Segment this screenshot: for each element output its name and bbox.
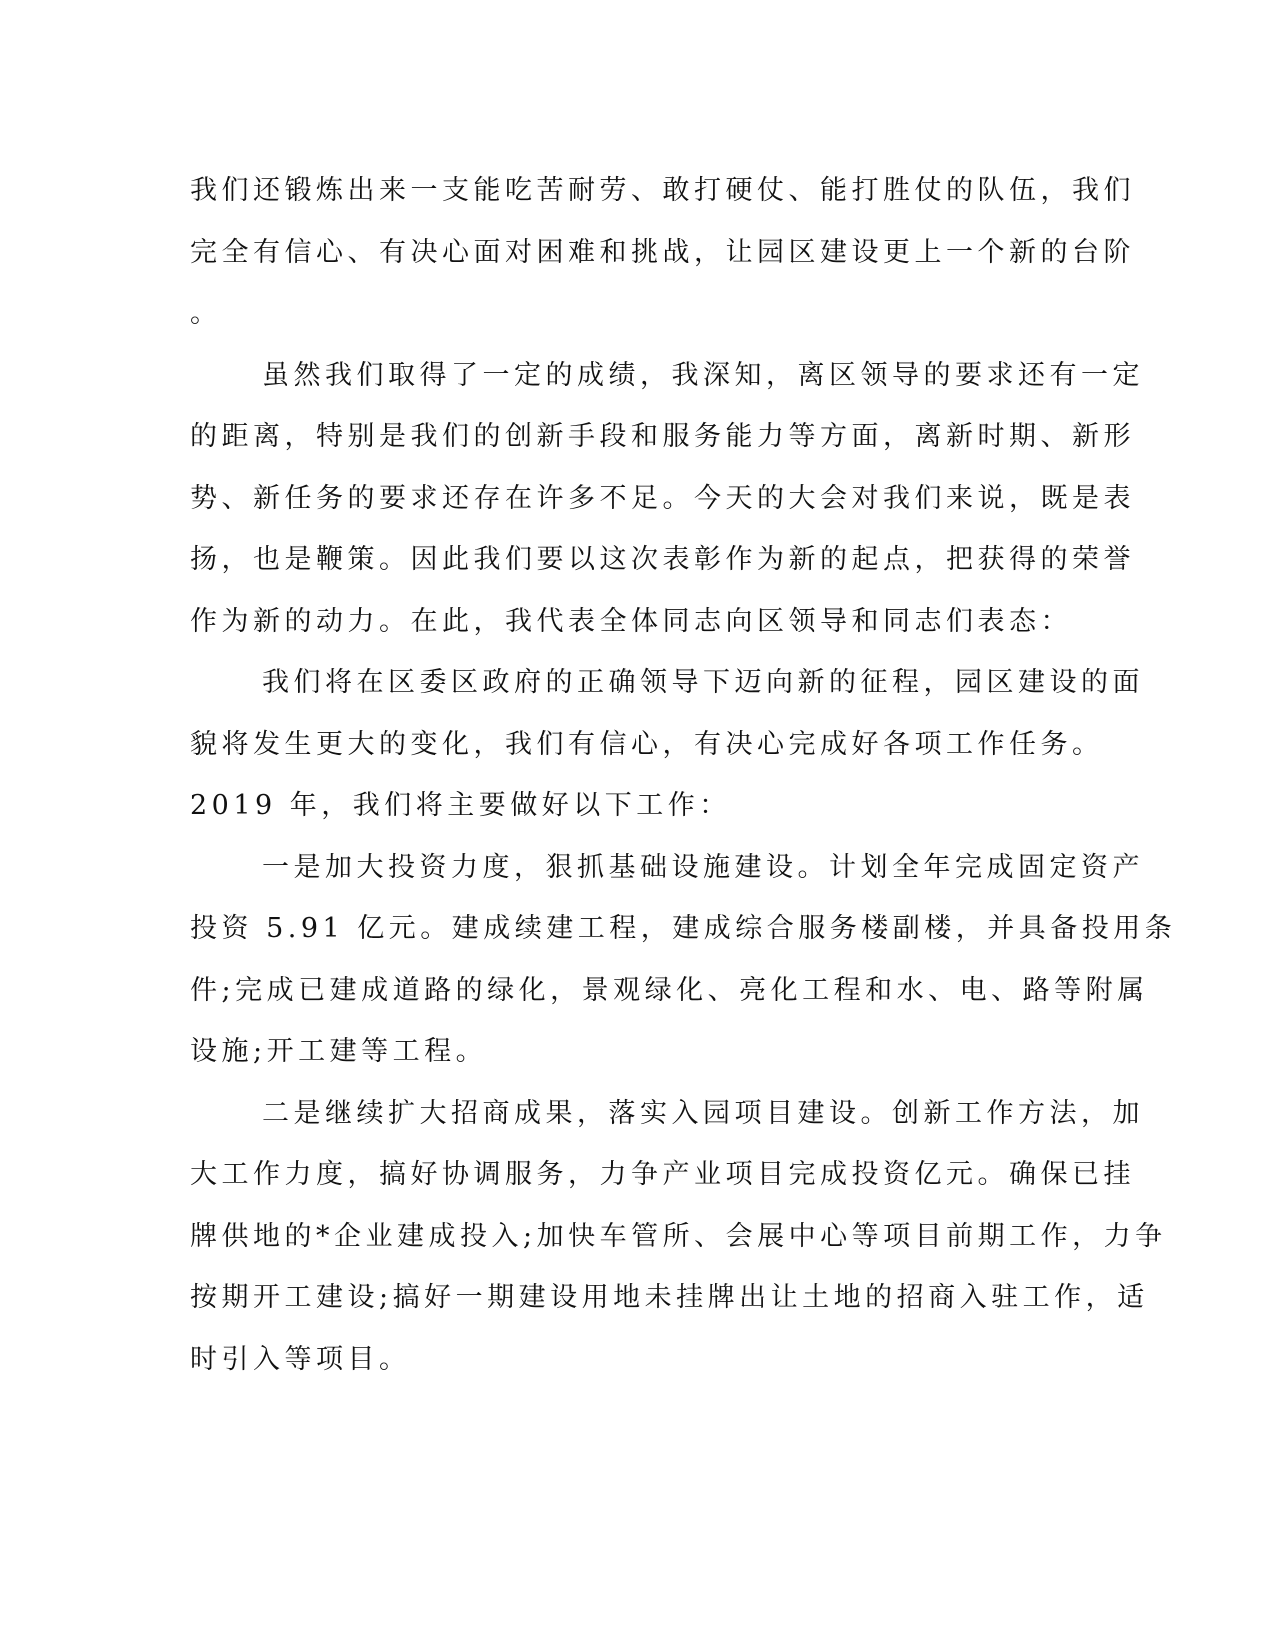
paragraph-start-line: 一是加大投资力度，狠抓基础设施建设。计划全年完成固定资产 <box>262 851 1144 883</box>
text-line: 大工作力度，搞好协调服务，力争产业项目完成投资亿元。确保已挂 <box>190 1159 1135 1190</box>
text-line: 。 <box>190 298 222 329</box>
text-line: 作为新的动力。在此，我代表全体同志向区领导和同志们表态： <box>190 605 1072 637</box>
text-line: 时引入等项目。 <box>190 1343 411 1375</box>
text-line: 设施;开工建等工程。 <box>190 1036 488 1067</box>
paragraph-start-line: 二是继续扩大招商成果，落实入园项目建设。创新工作方法，加 <box>262 1097 1144 1129</box>
text-line: 牌供地的*企业建成投入;加快车管所、会展中心等项目前期工作，力争 <box>190 1220 1167 1252</box>
text-line: 的距离，特别是我们的创新手段和服务能力等方面，离新时期、新形 <box>190 421 1135 452</box>
text-line: 势、新任务的要求还存在许多不足。今天的大会对我们来说，既是表 <box>190 482 1135 514</box>
text-line: 貌将发生更大的变化，我们有信心，有决心完成好各项工作任务。 <box>190 728 1104 760</box>
text-line: 完全有信心、有决心面对困难和挑战，让园区建设更上一个新的台阶 <box>190 236 1135 268</box>
document-body <box>190 160 1177 1390</box>
paragraph-start-line: 我们将在区委区政府的正确领导下迈向新的征程，园区建设的面 <box>262 667 1144 698</box>
text-line: 我们还锻炼出来一支能吃苦耐劳、敢打硬仗、能打胜仗的队伍，我们 <box>190 175 1135 206</box>
text-line: 投资 5.91 亿元。建成续建工程，建成综合服务楼副楼，并具备投用条 <box>190 913 1177 944</box>
text-line: 件;完成已建成道路的绿化，景观绿化、亮化工程和水、电、路等附属 <box>190 974 1149 1006</box>
paragraph-start-line: 虽然我们取得了一定的成绩，我深知，离区领导的要求还有一定 <box>262 359 1144 391</box>
text-line: 扬，也是鞭策。因此我们要以这次表彰作为新的起点，把获得的荣誉 <box>190 544 1135 575</box>
text-line: 按期开工建设;搞好一期建设用地未挂牌出让土地的招商入驻工作，适 <box>190 1282 1149 1313</box>
text-line: 2019 年，我们将主要做好以下工作： <box>190 790 731 821</box>
